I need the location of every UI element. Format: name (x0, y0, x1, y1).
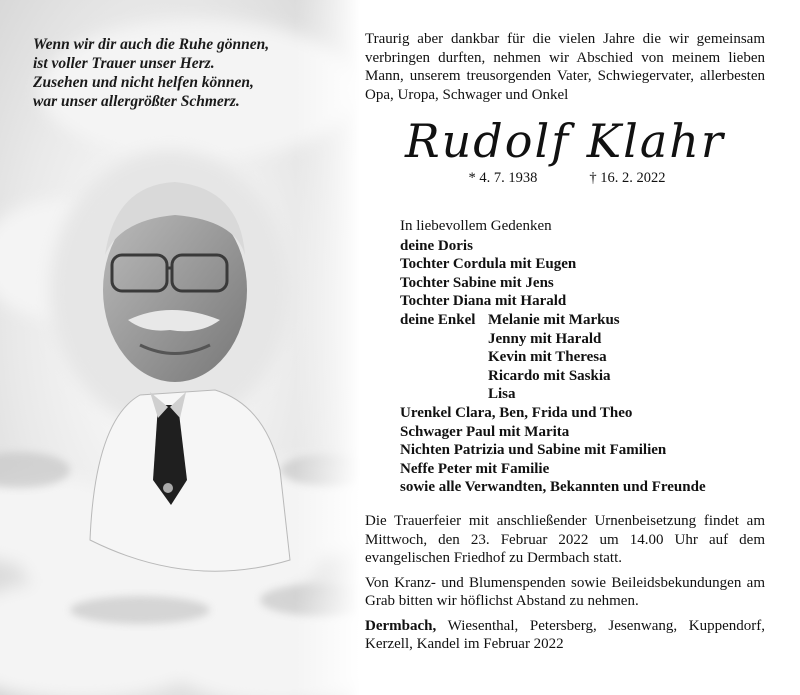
mourner-line: Tochter Diana mit Harald (400, 293, 567, 310)
mourner-line: Nichten Patrizia und Sabine mit Familien (400, 442, 667, 459)
death-date: † 16. 2. 2022 (589, 170, 666, 186)
poem-line: war unser allergrößter Schmerz. (33, 93, 240, 110)
poem-line: ist voller Trauer unser Herz. (33, 55, 215, 72)
poem (33, 35, 333, 111)
notes-block (365, 512, 765, 660)
grandchild-line: Ricardo mit Saskia (488, 367, 611, 384)
funeral-info: Die Trauerfeier mit anschließender Urnenbeisetzung findet am Mittwoch, den 23. Februar 2022 um 14.00 Uhr auf dem evangelischen Friedhof zu Dermbach statt. (365, 513, 765, 566)
life-dates (365, 170, 765, 187)
places-line (365, 617, 765, 654)
header-block (365, 30, 765, 187)
intro-text: Traurig aber dankbar für die vielen Jahre die wir gemeinsam verbringen durften, nehmen wir Abschied von meinem lieben Mann, unserem treusorgenden Vater, Schwiegervater, allerbesten Opa, Uropa, Schwager und Onkel (365, 31, 765, 103)
mourner-line: Neffe Peter mit Familie (400, 460, 550, 477)
mourner-line: Schwager Paul mit Marita (400, 423, 570, 440)
flowers-note: Von Kranz- und Blumenspenden sowie Beileidsbekundungen am Grab bitten wir höflichst Abstand zu nehmen. (365, 574, 765, 609)
mourner-line: Tochter Sabine mit Jens (400, 274, 554, 291)
grandchildren-row (400, 311, 760, 330)
mourner-line: Urenkel Clara, Ben, Frida und Theo (400, 404, 633, 421)
mourners-heading: In liebevollem Gedenken (400, 218, 552, 234)
poem-line: Wenn wir dir auch die Ruhe gönnen, (33, 36, 270, 53)
mourners-list (400, 217, 760, 497)
mourner-line: deine Doris (400, 237, 473, 254)
place-rest: Wiesenthal, Petersberg, Jesenwang, Kuppendorf, Kerzell, Kandel im Februar 2022 (365, 617, 765, 652)
grandchild-line: Jenny mit Harald (488, 330, 602, 347)
place-town: Dermbach, (365, 617, 437, 634)
mourner-line: Tochter Cordula mit Eugen (400, 256, 577, 273)
grandchild-line: Lisa (488, 386, 516, 403)
poem-line: Zusehen und nicht helfen können, (33, 74, 254, 91)
grandchildren-label: deine Enkel (400, 311, 476, 328)
grandchild-line: Melanie mit Markus (488, 311, 620, 328)
mourner-line: sowie alle Verwandten, Bekannten und Freunde (400, 479, 706, 496)
grandchild-line: Kevin mit Theresa (488, 349, 607, 366)
deceased-name: Rudolf Klahr (405, 114, 725, 168)
birth-date: * 4. 7. 1938 (468, 170, 538, 186)
